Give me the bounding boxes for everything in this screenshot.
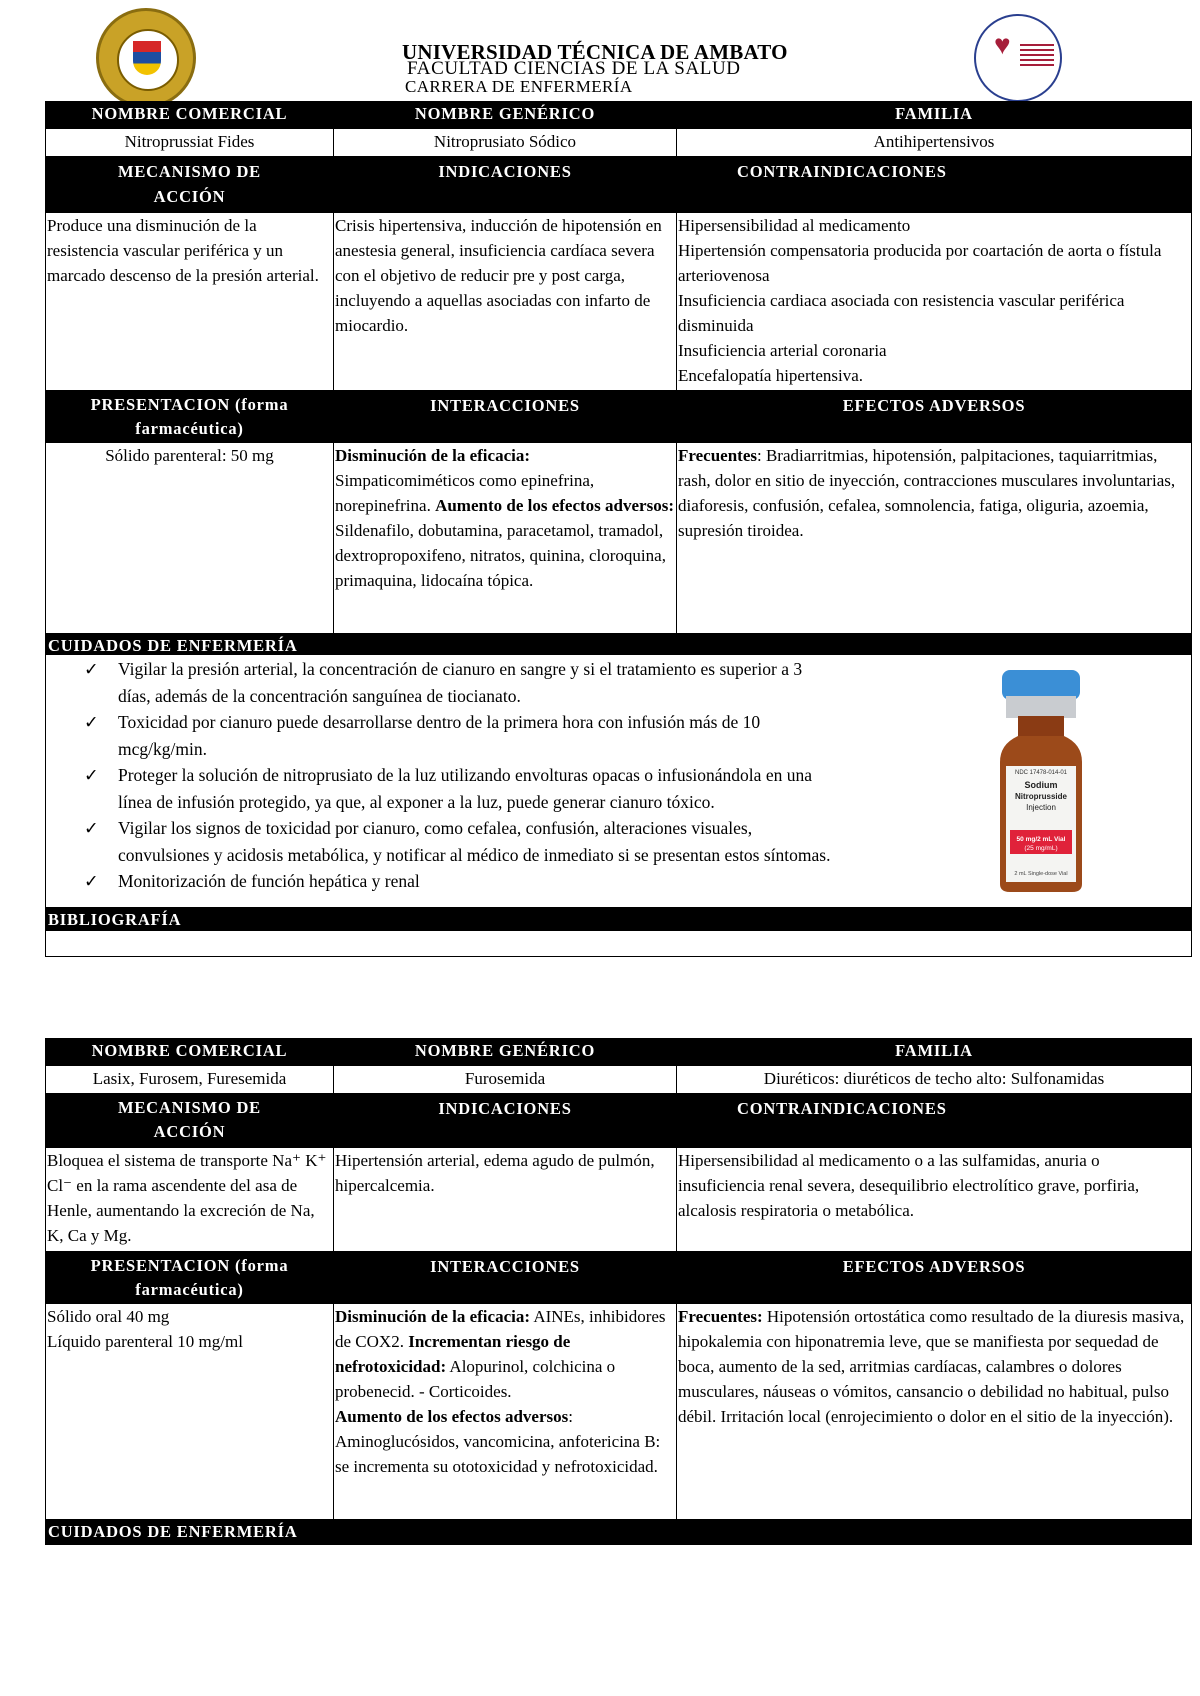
presentation-value: Sólido oral 40 mg Líquido parenteral 10 mg/ml bbox=[47, 1307, 243, 1351]
name-value-row bbox=[46, 129, 1191, 157]
contraindications-header: CONTRAINDICACIONES bbox=[676, 1094, 1191, 1148]
checkmark-icon: ✓ bbox=[84, 765, 99, 785]
nursing-care-header: CUIDADOS DE ENFERMERÍA bbox=[48, 1522, 298, 1541]
family-value: Antihipertensivos bbox=[676, 129, 1191, 156]
university-seal-logo bbox=[96, 8, 196, 108]
bibliography-header-row bbox=[46, 907, 1191, 931]
name-header-row bbox=[46, 1038, 1191, 1066]
mechanism-value-row bbox=[46, 1148, 1191, 1252]
adverse-value: Frecuentes: Bradiarritmias, hipotensión, palpitaciones, taquiarritmias, rash, dolor en sitio de inyección, contracciones musculares involuntarias, diaforesis, confusión, cefalea, somnolencia, fatiga, oliguria, azoemia, supresión tiroidea. bbox=[676, 443, 1191, 633]
svg-text:Sodium: Sodium bbox=[1024, 780, 1058, 790]
contraindications-value: Hipersensibilidad al medicamento Hipertensión compensatoria producida por coartación de aorta o fístula arteriovenosa Insuficiencia cardiaca asociada con resistencia vascular periférica disminuida Insuficiencia arterial coronaria Encefalopatía hipertensiva. bbox=[676, 213, 1191, 390]
nursing-care-header-row bbox=[46, 633, 1191, 655]
svg-text:50 mg/2 mL Vial: 50 mg/2 mL Vial bbox=[1016, 836, 1066, 843]
generic-name-value: Nitroprusiato Sódico bbox=[333, 129, 676, 156]
interactions-header: INTERACCIONES bbox=[333, 391, 676, 443]
svg-text:Nitroprusside: Nitroprusside bbox=[1014, 792, 1068, 801]
faculty-title: FACULTAD CIENCIAS DE LA SALUD bbox=[407, 58, 741, 79]
commercial-name-header: NOMBRE COMERCIAL bbox=[91, 104, 288, 123]
checkmark-icon: ✓ bbox=[84, 659, 99, 679]
checkmark-icon: ✓ bbox=[84, 818, 99, 838]
presentation-header-row bbox=[46, 391, 1191, 443]
svg-text:(25 mg/mL): (25 mg/mL) bbox=[1024, 845, 1058, 852]
family-value: Diuréticos: diuréticos de techo alto: Sulfonamidas bbox=[676, 1066, 1191, 1093]
career-title: CARRERA DE ENFERMERÍA bbox=[405, 77, 633, 96]
care-item: ✓ Toxicidad por cianuro puede desarrollarse dentro de la primera hora con infusión más de 10 mcg/kg/min. bbox=[46, 709, 1191, 762]
checkmark-icon: ✓ bbox=[84, 871, 99, 891]
drug-card-2 bbox=[45, 1038, 1192, 1545]
mechanism-header: MECANISMO DE ACCIÓN bbox=[118, 1098, 261, 1141]
name-header-row bbox=[46, 101, 1191, 129]
svg-text:Injection: Injection bbox=[1026, 803, 1056, 812]
mechanism-value-row bbox=[46, 213, 1191, 391]
checkmark-icon: ✓ bbox=[84, 712, 99, 732]
indications-header: INDICACIONES bbox=[333, 157, 676, 213]
interactions-value: Disminución de la eficacia: Simpaticomiméticos como epinefrina, norepinefrina. Aumento de los efectos adversos: Sildenafilo, dobutamina, paracetamol, tramadol, dextropropoxifeno, nitratos, quinina, cloroquina, primaquina, lidocaína tópica. bbox=[333, 443, 676, 633]
mechanism-value: Bloquea el sistema de transporte Na⁺ K⁺ Cl⁻ en la rama ascendente del asa de Henle, aumentando la excreción de Na, K, Ca y Mg. bbox=[47, 1151, 327, 1245]
interactions-header: INTERACCIONES bbox=[333, 1252, 676, 1304]
family-header: FAMILIA bbox=[676, 1038, 1191, 1066]
generic-name-header: NOMBRE GENÉRICO bbox=[333, 101, 676, 129]
interactions-value: Disminución de la eficacia: AINEs, inhibidores de COX2. Incrementan riesgo de nefrotoxicidad: Alopurinol, colchicina o probenecid. - Corticoides. Aumento de los efectos adversos: Aminoglucósidos, vancomicina, anfotericina B: se incrementa su ototoxicidad y nefrotoxicidad. bbox=[333, 1304, 676, 1519]
contraindications-value: Hipersensibilidad al medicamento o a las sulfamidas, anuria o insuficiencia renal severa, desequilibrio electrolítico grave, porfiria, alcalosis respiratoria o metabólica. bbox=[676, 1148, 1191, 1251]
bibliography-header: BIBLIOGRAFÍA bbox=[48, 910, 182, 929]
care-item: ✓ Monitorización de función hepática y renal bbox=[46, 868, 1191, 895]
indications-value: Hipertensión arterial, edema agudo de pulmón, hipercalcemia. bbox=[333, 1148, 676, 1251]
presentation-value-row bbox=[46, 1304, 1191, 1519]
presentation-value-row bbox=[46, 443, 1191, 633]
care-item: ✓ Vigilar la presión arterial, la concentración de cianuro en sangre y si el tratamiento es superior a 3 días, además de la concentración sanguínea de tiocianato. bbox=[46, 656, 1191, 709]
care-item: ✓ Proteger la solución de nitroprusiato de la luz utilizando envolturas opacas o infusionándola en una línea de infusión protegido, ya que, al exponer a la luz, puede generar cianuro tóxico. bbox=[46, 762, 1191, 815]
heart-icon: ♥ bbox=[994, 30, 1011, 61]
adverse-header: EFECTOS ADVERSOS bbox=[676, 1252, 1191, 1304]
family-header: FAMILIA bbox=[676, 101, 1191, 129]
bibliography-value-row bbox=[46, 931, 1191, 957]
svg-text:2 mL Single-dose Vial: 2 mL Single-dose Vial bbox=[1014, 871, 1068, 877]
mechanism-header: MECANISMO DE ACCIÓN bbox=[118, 162, 261, 206]
contraindications-header: CONTRAINDICACIONES bbox=[676, 157, 1191, 213]
mechanism-value: Produce una disminución de la resistencia vascular periférica y un marcado descenso de la presión arterial. bbox=[47, 216, 319, 285]
sodium-nitroprusside-vial-image bbox=[996, 670, 1086, 892]
university-title: UNIVERSIDAD TÉCNICA DE AMBATO bbox=[402, 40, 788, 64]
presentation-header: PRESENTACION (forma farmacéutica) bbox=[90, 1256, 289, 1299]
presentation-header: PRESENTACION (forma farmacéutica) bbox=[90, 395, 289, 438]
care-item: ✓ Vigilar los signos de toxicidad por cianuro, como cefalea, confusión, alteraciones visuales, convulsiones y acidosis metabólica, y notificar al médico de inmediato si se presentan estos síntomas. bbox=[46, 815, 1191, 868]
nursing-care-header: CUIDADOS DE ENFERMERÍA bbox=[48, 636, 298, 655]
generic-name-value: Furosemida bbox=[333, 1066, 676, 1093]
mechanism-header-row bbox=[46, 1094, 1191, 1148]
commercial-name-value: Lasix, Furosem, Furesemida bbox=[92, 1069, 287, 1088]
indications-header: INDICACIONES bbox=[333, 1094, 676, 1148]
commercial-name-header: NOMBRE COMERCIAL bbox=[91, 1041, 288, 1060]
name-value-row bbox=[46, 1066, 1191, 1094]
indications-value: Crisis hipertensiva, inducción de hipotensión en anestesia general, insuficiencia cardíaca severa con el objetivo de reducir pre y post carga, incluyendo a aquellas asociadas con infarto de miocardio. bbox=[333, 213, 676, 390]
nursing-care-header-row bbox=[46, 1519, 1191, 1545]
mechanism-header-row bbox=[46, 157, 1191, 213]
nursing-career-logo bbox=[974, 14, 1062, 102]
presentation-header-row bbox=[46, 1252, 1191, 1304]
commercial-name-value: Nitroprussiat Fides bbox=[124, 132, 255, 151]
svg-text:NDC 17478-014-01: NDC 17478-014-01 bbox=[1014, 770, 1068, 776]
presentation-value: Sólido parenteral: 50 mg bbox=[105, 446, 274, 465]
generic-name-header: NOMBRE GENÉRICO bbox=[333, 1038, 676, 1066]
adverse-value: Frecuentes: Hipotensión ortostática como resultado de la diuresis masiva, hipokalemia con hiponatremia leve, que se manifiesta por sequedad de boca, aumento de la sed, arritmias cardíacas, calambres o dolores musculares, náuseas o vómitos, cansancio o debilidad no habitual, pulso débil. Irritación local (enrojecimiento o dolor en el sitio de la inyección). bbox=[676, 1304, 1191, 1519]
adverse-header: EFECTOS ADVERSOS bbox=[676, 391, 1191, 443]
